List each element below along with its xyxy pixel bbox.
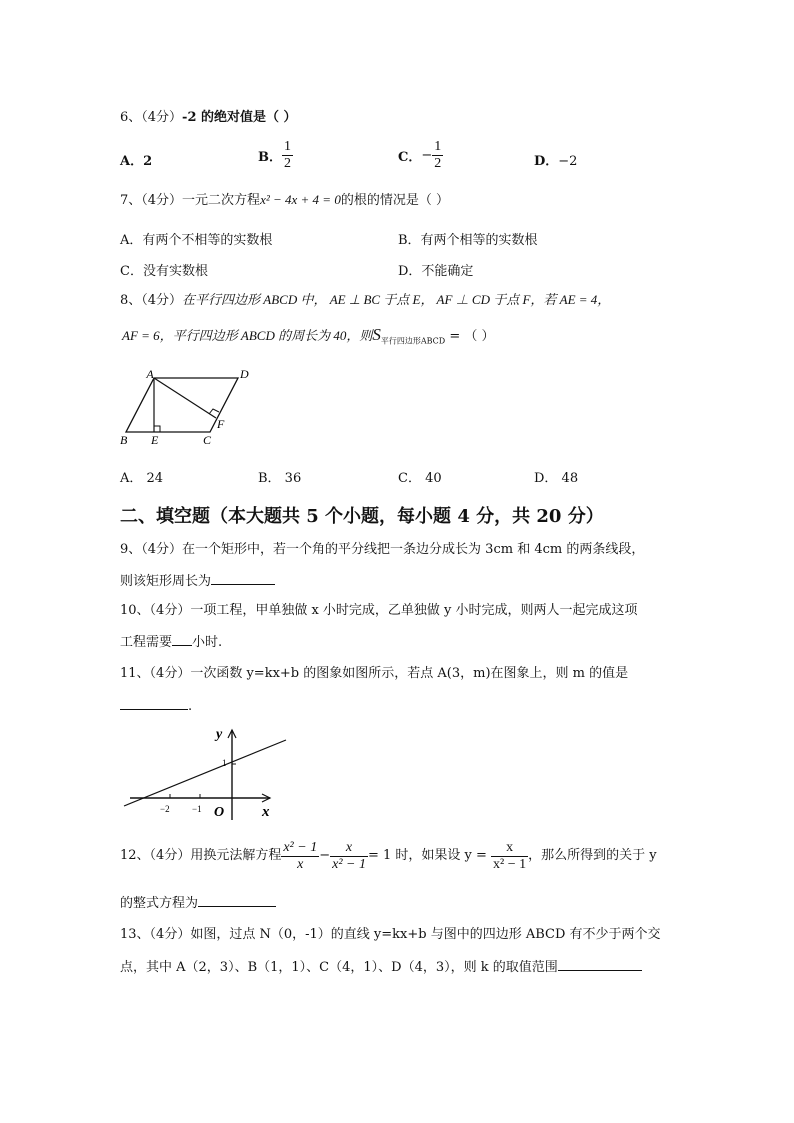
q7-option-d: D．不能确定: [398, 264, 474, 279]
q8-option-a: A． 24: [120, 471, 164, 486]
label-e: E: [151, 433, 159, 447]
tick-label-neg1: −1: [192, 804, 202, 814]
y-axis-label: y: [216, 727, 223, 742]
q9-number: 9、（4分）: [120, 542, 183, 557]
answer-blank: [198, 894, 276, 907]
q6-stem: [120, 109, 297, 127]
q6-option-c: C．− $\frac{1}{2}$: [398, 139, 442, 171]
q8-number: 8、（4分）: [120, 293, 183, 308]
x-axis-label: x: [262, 804, 270, 820]
label-d: D: [240, 368, 249, 381]
q13-line1: 13、（4分）如图，过点 N（0，-1）的直线 y=kx+b 与图中的四边形 ABCD 有不少于两个交: [120, 927, 661, 942]
q13-number: 13、（4分）: [120, 927, 191, 942]
q8-stem-line1: 8、（4分）在平行四边形 ABCD 中， AE ⊥ BC 于点 E， AF ⊥ CD 于点 F，若 AE = 4，: [120, 292, 611, 308]
q11-number: 11、（4分）: [120, 666, 191, 681]
q8-option-d: D． 48: [534, 471, 579, 486]
q6-number: 6、（4分）: [120, 110, 183, 125]
q12-line1: 12、（4分）用换元法解方程 $\frac{\text{x² − 1}}{x}$ − $\frac{x}{\text{x² − 1}}$ = 1 时，如果设 y = $\frac{x}{\text{x² − 1}}$ ，那么所得到的关于 y: [120, 839, 657, 872]
q9-line2: 则该矩形周长为: [120, 572, 275, 591]
q10-line1: 10、（4分）一项工程，甲单独做 x 小时完成，乙单独做 y 小时完成，则两人一起完成这项: [120, 603, 638, 618]
section-heading: 二、填空题（本大题共 5 个小题，每小题 4 分，共 20 分）: [120, 506, 604, 527]
q11-line1: 11、（4分）一次函数 y=kx+b 的图象如图所示，若点 A(3，m)在图象上，则 m 的值是: [120, 666, 629, 681]
q8-option-c: C． 40: [398, 471, 442, 486]
answer-blank: [120, 697, 188, 710]
q8-stem-line2: AF = 6，平行四边形 ABCD 的周长为 40，则$S_{平行四边形ABCD}$ = （ ）: [122, 325, 495, 346]
q6-option-d: D．−2: [534, 154, 578, 169]
tick-label-neg2: −2: [160, 804, 170, 814]
q7-option-b: B．有两个相等的实数根: [398, 233, 538, 248]
q7-option-a: A．有两个不相等的实数根: [120, 233, 273, 248]
tick-label-1: 1: [222, 758, 227, 768]
label-c: C: [203, 433, 212, 447]
q8-option-b: B． 36: [258, 471, 302, 486]
answer-blank: [211, 572, 275, 585]
q6-text: -2 的绝对值是（ ）: [182, 110, 297, 125]
q12-line2: 的整式方程为: [120, 894, 276, 913]
q6-option-a: A．2: [120, 154, 153, 169]
q7-option-c: C．没有实数根: [120, 264, 208, 279]
q12-number: 12、（4分）: [120, 848, 191, 863]
answer-blank: [172, 633, 192, 646]
q7-number: 7、（4分）: [120, 193, 183, 208]
q9-line1: 9、（4分）在一个矩形中，若一个角的平分线把一条边分成长为 3cm 和 4cm 的两条线段，: [120, 542, 645, 557]
q7-stem: 7、（4分）一元二次方程x² − 4x + 4 = 0的根的情况是（ ）: [120, 192, 449, 208]
fraction-1: $\frac{\text{x² − 1}}{x}$: [283, 839, 318, 872]
label-b: B: [120, 433, 128, 447]
q13-line2: 点，其中 A（2，3）、B（1，1）、C（4，1）、D（4，3），则 k 的取值范围: [120, 958, 642, 977]
q10-number: 10、（4分）: [120, 603, 191, 618]
parallelogram-figure: [116, 368, 256, 448]
fraction-2: $\frac{x}{\text{x² − 1}}$: [332, 839, 366, 872]
q10-line2: 工程需要 小时.: [120, 635, 223, 650]
origin-label: O: [214, 805, 225, 820]
answer-blank: [558, 958, 642, 971]
label-a: A: [146, 368, 154, 381]
q6-option-b: B． $\frac{1}{2}$: [258, 139, 291, 171]
label-f: F: [217, 417, 225, 431]
fraction-3: $\frac{x}{\text{x² − 1}}$: [493, 839, 527, 872]
q11-line2: .: [120, 697, 192, 716]
linear-function-graph: [120, 724, 290, 824]
q7-equation: x² − 4x + 4 = 0: [260, 192, 341, 207]
